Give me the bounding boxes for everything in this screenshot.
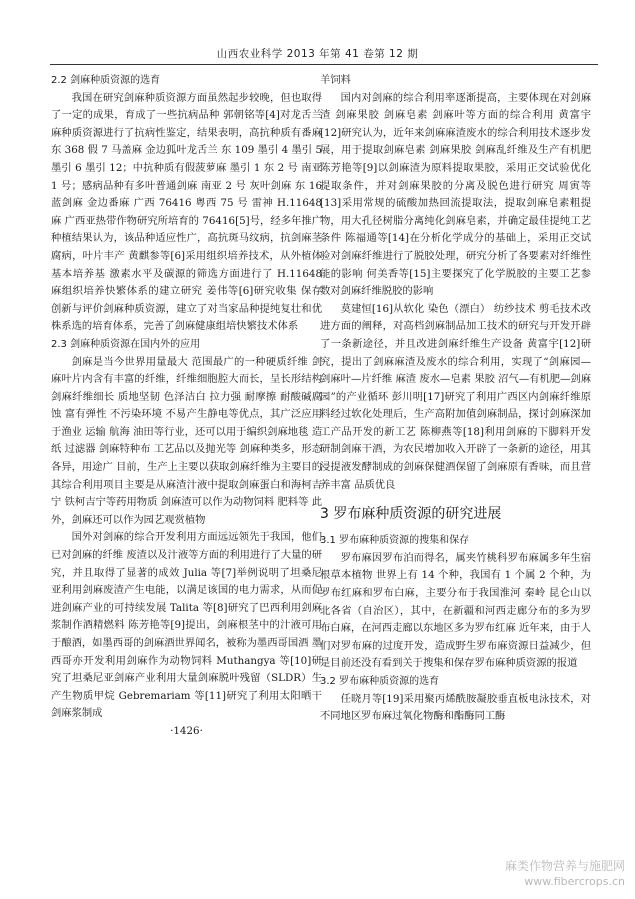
right-column <box>320 72 591 862</box>
running-header: 山西农业科学 2013 年第 41 卷第 12 期 <box>216 48 419 60</box>
paragraph: 国内对剑麻的综合利用率逐渐提高，主要体现在对剑麻渣 剑麻果胶 剑麻皂素 剑麻叶等方面的综合利用 黄富宇[12]研究认为，近年来剑麻麻渣废水的综合利用技术逐步发展，用于提取剑麻皂素 剑麻果胶 剑麻乱纤维及生产有机肥 陈芳艳等[9]以剑麻渣为原料提取果胶，采用正交试验优化提取条件，并对剑麻果胶的分离及脱色进行研究 周寅等[13]采用常规的硫酸加热回流提取法，提取剑麻皂素粗提物，用大孔径树脂分离纯化剑麻皂素，并确定最佳提纯工艺条件 陈福通等[14]在分析化学成分的基础上，采用正交试验对剑麻纤维进行了脱胶处理，研究分析了各要素对纤维性能的影响 何美香等[15]主要探究了化学脱胶的主要工艺参数对剑麻纤维脱胶的影响 <box>320 91 591 298</box>
paragraph-continuation: 羊饲料 <box>320 74 351 86</box>
paragraph: 罗布麻因罗布泊而得名，属夹竹桃科罗布麻属多年生宿根草本植物 世界上有 14 个种，我国有 1 个属 2 个种，为罗布红麻和罗布白麻，主要分布于我国淮河 秦岭 昆仑山以北各省（自治区），其中，在新疆和河西走廊分布的多为罗布白麻，在河西走廊以东地区多为罗布红麻 近年来，由于人们对罗布麻的过度开发，造成野生罗布麻资源日益减少，但是目前还没有看到关于搜集和保存罗布麻种质资源的报道 <box>320 551 591 670</box>
site-watermark <box>505 859 625 889</box>
paragraph: 我国在研究剑麻种质资源方面虽然起步较晚，但也取得了一定的成果，育成了一些抗病品种 郭朝铭等[4]对龙舌兰麻种质资源进行了抗病性鉴定，结果表明，高抗种质有番麻 东 368 假 7 马盖麻 金边狐叶龙舌兰 东 109 墨引 4 墨引 5 墨引 6 墨引 12；中抗种质有假菠萝麻 墨引 1 东 2 号 南亚 1 号；感病品种有多叶普通剑麻 南亚 2 号 灰叶剑麻 东 16 蓝剑麻 金边番麻 广西 76416 粤西 75 号 雷神 H.11648 麻 广西亚热带作物研究所培育的 76416[5]号，经多年推广种植结果认为，该品种适应性广，高抗斑马纹病，抗剑麻茎腐病，叶片丰产 黄麒参等[6]采用组织培养技术，从外植体 基本培养基 激素水平及碳源的筛选方面进行了 H.11648 麻组织培养快繁体系的建立研究 姜伟等[6]研究收集 保存 创新与评价剑麻种质资源，建立了对当家品种提纯复壮和优株系选的培育体系，完善了剑麻健康组培快繁技术体系 <box>51 91 322 333</box>
header-rule <box>50 64 598 65</box>
left-column <box>51 72 322 862</box>
section-3-title: 3 罗布麻种质资源的研究进展 <box>320 506 502 523</box>
paragraph: 剑麻是当今世界用量最大 范围最广的一种硬质纤维 剑麻叶片内含有丰富的纤维，纤维细胞腔大而长，呈长形结构 剑麻纤维细长 质地坚韧 色泽洁白 拉力强 耐摩擦 耐酸碱腐蚀 富有弹性 不污染环境 不易产生静电等优点，其广泛应用于渔业 运输 航海 油田等行业，还可以用于编织剑麻地毯 造纸 过滤器 剑麻特种布 工艺品以及抛光等 剑麻种类多，形态各异，用途广 目前，生产上主要以获取剑麻纤维为主要目的 其综合利用项目主要是从麻渣汁液中提取剑麻蛋白和海柯吉宁 铁柯吉宁等药用物质 剑麻渣可以作为动物饲料 肥料等 此外，剑麻还可以作为园艺观赏植物 <box>51 355 322 526</box>
paragraph: 莫建恒[16]从软化 染色（漂白） 纺纱技术 剪毛技术改进方面的阐释，对高档剑麻制品加工技术的研究与开发开辟了一条新途径，并且改进剑麻纤维生产设备 黄富宇[12]研究，提出了剑麻麻渣及废水的综合利用，实现了“剑麻园—剑麻叶—片纤维 麻渣 废水—皂素 果胶 沼气—有机肥—剑麻园”的产业循环 彭川明[17]研究了利用广西区内剑麻纤维原料经过软化处理后，生产高附加值剑麻制品，探讨剑麻深加工产品开发的新工艺 陈柳燕等[18]利用剑麻的下脚料开发研制剑麻干酒，为农民增加收入开辟了一条新的途径，用其浸提液发酵制成的剑麻保健酒保留了剑麻原有香味，而且营养丰富 品质优良 <box>320 302 591 491</box>
watermark-url: www.fibercrops.cn <box>524 875 625 888</box>
section-2-2-title: 2.2 剑麻种质资源的选育 <box>51 75 161 86</box>
paragraph: 任晓月等[19]采用聚丙烯酰胺凝胶垂直板电泳技术，对不同地区罗布麻过氧化物酶和酯酶同工酶 <box>320 692 591 723</box>
section-2-3-title: 2.3 剑麻种质资源在国内外的应用 <box>51 338 201 350</box>
page-number: ·1426· <box>170 724 203 737</box>
watermark-site-name: 麻类作物营养与施肥网 <box>504 859 625 873</box>
section-3-2-title: 3.2 罗布麻种质资源的选育 <box>320 676 440 687</box>
paragraph: 国外对剑麻的综合开发利用方面远远领先于我国，他们已对剑麻的纤维 废渣以及汁液等方面的利用进行了大量的研究，并且取得了显著的成效 Julia 等[7]举例说明了坦桑尼亚利用剑麻废渣产生电能，以满足该国的电力需求，从而促进剑麻产业的可持续发展 Talita 等[8]研究了巴西利用剑麻浆制作酒精燃料 陈芳艳等[9]提出，剑麻根茎中的汁液可用于酿酒，如墨西哥的剑麻酒世界闻名，被称为墨西哥国酒 墨西哥亦开发利用剑麻作为动物饲料 Muthangya 等[10]研究了坦桑尼亚剑麻产业利用大量剑麻脱叶残留（SLDR）生产生物质甲烷 Gebremariam 等[11]研究了利用太阳晒干剑麻浆制成 <box>51 531 322 720</box>
section-3-1-title: 3.1 罗布麻种质资源的搜集和保存 <box>320 535 470 547</box>
